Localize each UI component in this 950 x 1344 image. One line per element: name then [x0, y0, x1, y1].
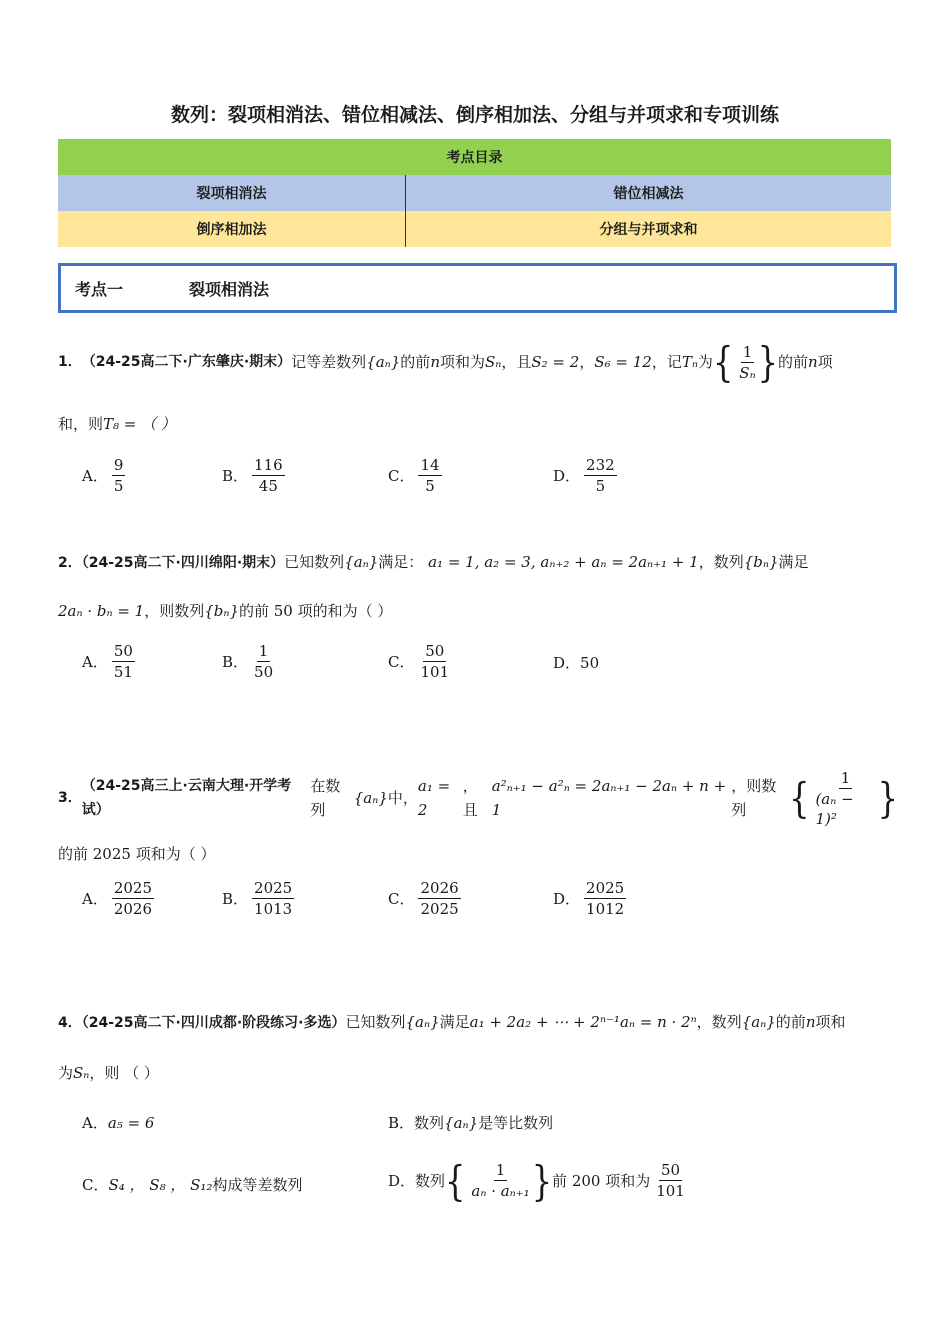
q1-text: 项和为 [439, 353, 485, 371]
q4-source: （24-25高二下·四川成都·阶段练习·多选） [81, 1015, 346, 1031]
q3-text: 中， [387, 789, 418, 807]
q4-text: 满足 [439, 1013, 470, 1031]
q4-n: n [805, 1013, 816, 1031]
q1-cond-2: S₆ = 12 [594, 353, 652, 371]
q4-text: 为 [58, 1064, 74, 1082]
page-title: 数列：裂项相消法、错位相减法、倒序相加法、分组与并项求和专项训练 [170, 104, 779, 126]
q3-source: （24-25高三上·云南大理·开学考试） [81, 778, 292, 818]
q4-option-b[interactable]: B． 数列 {aₙ} 是等比数列 [388, 1113, 554, 1132]
q1-text: 为 [697, 353, 713, 371]
q1-text: ，记 [651, 353, 682, 371]
q2-option-d[interactable]: D． 50 [553, 653, 600, 672]
q1-option-d[interactable]: D． $\frac{232}{5}$ [553, 456, 615, 495]
q3-text: ，且 [462, 777, 478, 819]
q3-seq: {aₙ} [353, 789, 388, 807]
q1-text: 的前 [778, 353, 809, 371]
toc-item-2[interactable]: 错位相减法 [405, 175, 891, 211]
q4-option-a[interactable]: A． a₅ = 6 [82, 1113, 155, 1132]
q2-seqb: {bₙ} [743, 553, 779, 571]
q4-text: 项和 [815, 1013, 846, 1031]
q1-t: Tₙ [681, 353, 698, 371]
q1-number: 1． [58, 354, 82, 370]
q3-option-b[interactable]: B． $\frac{2025}{1013}$ [222, 879, 293, 918]
question-3: 3． （24-25高三上·云南大理·开学考试） 在数列 {aₙ} 中， a₁ = 2 ，且 a²ₙ₊₁ − a²ₙ = 2aₙ₊₁ − 2aₙ + n + 1 ，则数列 { $\frac{1}{\text{(aₙ − 1)²}}$ } 的前 2025 项和为（ ） [58, 770, 898, 826]
q2-text: 已知数列 [284, 553, 345, 571]
q2-text: 的前 50 项的和为（ ） [239, 602, 393, 620]
q3-text: ，则数列 [731, 777, 777, 819]
q1-text: 记等差数列 [291, 353, 367, 371]
q2-seqb: {bₙ} [204, 602, 239, 620]
toc-header: 考点目录 [58, 139, 891, 175]
q2-cond-2: 2aₙ · bₙ = 1 [58, 602, 145, 620]
question-4 [58, 1010, 898, 1085]
q1-source: （24-25高二下·广东肇庆·期末） [81, 354, 292, 370]
q4-text: ，数列 [696, 1013, 742, 1031]
q2-seq: {aₙ} [344, 553, 379, 571]
q2-text: 满足： [378, 553, 424, 571]
q1-option-a[interactable]: A． $\frac{9}{5}$ [82, 456, 124, 495]
q3-option-c[interactable]: C． $\frac{2026}{2025}$ [388, 879, 459, 918]
q2-source: （24-25高二下·四川绵阳·期末） [81, 555, 285, 571]
q3-text: 的前 2025 项和为（ ） [58, 845, 216, 863]
q3-cond-2: a²ₙ₊₁ − a²ₙ = 2aₙ₊₁ − 2aₙ + n + 1 [491, 777, 727, 819]
q1-n: n [430, 353, 440, 371]
q3-option-d[interactable]: D． $\frac{2025}{1012}$ [553, 879, 625, 918]
q4-option-d[interactable]: D． 数列 { $\frac{1}{\text{aₙ · aₙ₊₁}}$ } 前 200 项和为 $\frac{50}{101}$ [388, 1155, 685, 1206]
q3-option-a[interactable]: A． $\frac{2025}{2026}$ [82, 879, 153, 918]
q4-seq: {aₙ} [405, 1013, 440, 1031]
toc-item-1[interactable]: 裂项相消法 [58, 175, 405, 211]
q2-text: 满足 [778, 553, 809, 571]
q3-number: 3． [58, 790, 82, 806]
q1-cond-1: S₂ = 2 [531, 353, 580, 371]
q1-ask: T₈ = （ ） [103, 415, 176, 433]
q4-number: 4． [58, 1015, 82, 1031]
q2-option-c[interactable]: C． $\frac{50}{101}$ [388, 642, 450, 681]
q2-option-a[interactable]: A． $\frac{50}{51}$ [82, 642, 133, 681]
q4-text: 已知数列 [345, 1013, 406, 1031]
q1-n: n [808, 353, 818, 371]
q2-cond: a₁ = 1, a₂ = 3, aₙ₊₂ + aₙ = 2aₙ₊₁ + 1 [428, 553, 699, 571]
toc-table [58, 139, 891, 247]
q4-s: Sₙ [73, 1064, 90, 1082]
section-header [58, 263, 897, 313]
q1-frac-den: Sₙ [739, 363, 756, 382]
q4-seq: {aₙ} [741, 1013, 776, 1031]
q3-frac-num: 1 [840, 768, 851, 787]
section-name: 裂项相消法 [189, 280, 270, 299]
q3-text: 在数列 [310, 777, 341, 819]
q1-frac-num: 1 [742, 342, 753, 361]
q2-number: 2． [58, 555, 82, 571]
q4-text: 的前 [775, 1013, 806, 1031]
q2-text: ，数列 [698, 553, 744, 571]
q3-cond-1: a₁ = 2 [417, 777, 451, 819]
q1-text: ，且 [501, 353, 532, 371]
q4-text: ，则 （ ） [89, 1064, 159, 1082]
q2-option-b[interactable]: B． $\frac{1}{50}$ [222, 642, 274, 681]
q1-text: 的前 [400, 353, 431, 371]
question-2 [58, 550, 898, 623]
q1-text: 和，则 [58, 415, 104, 433]
q1-option-c[interactable]: C． $\frac{14}{5}$ [388, 456, 440, 495]
q4-cond: a₁ + 2a₂ + ⋯ + 2ⁿ⁻¹aₙ = n · 2ⁿ [469, 1013, 697, 1031]
q2-text: ，则数列 [144, 602, 205, 620]
q4-option-c[interactable]: C． S₄ ， S₈ ， S₁₂ 构成等差数列 [82, 1176, 303, 1194]
section-label: 考点一 [75, 280, 124, 299]
q1-text: 项 [817, 353, 833, 371]
toc-item-3[interactable]: 倒序相加法 [58, 211, 405, 247]
q1-seq: {aₙ} [366, 353, 401, 371]
q1-s: Sₙ [485, 353, 502, 371]
question-1: 1． （24-25高二下·广东肇庆·期末） 记等差数列 {aₙ} 的前 n 项和为 Sₙ ，且 S₂ = 2 ， S₆ = 12 ，记 Tₙ 为 { $\frac{1}{\text{Sₙ}}$ } 的前 n 项 和，则T₈ = （ ） [58, 337, 833, 433]
toc-item-4[interactable]: 分组与并项求和 [405, 211, 891, 247]
q1-option-b[interactable]: B． $\frac{116}{45}$ [222, 456, 283, 495]
q3-frac-den: (aₙ − 1)² [815, 789, 854, 828]
